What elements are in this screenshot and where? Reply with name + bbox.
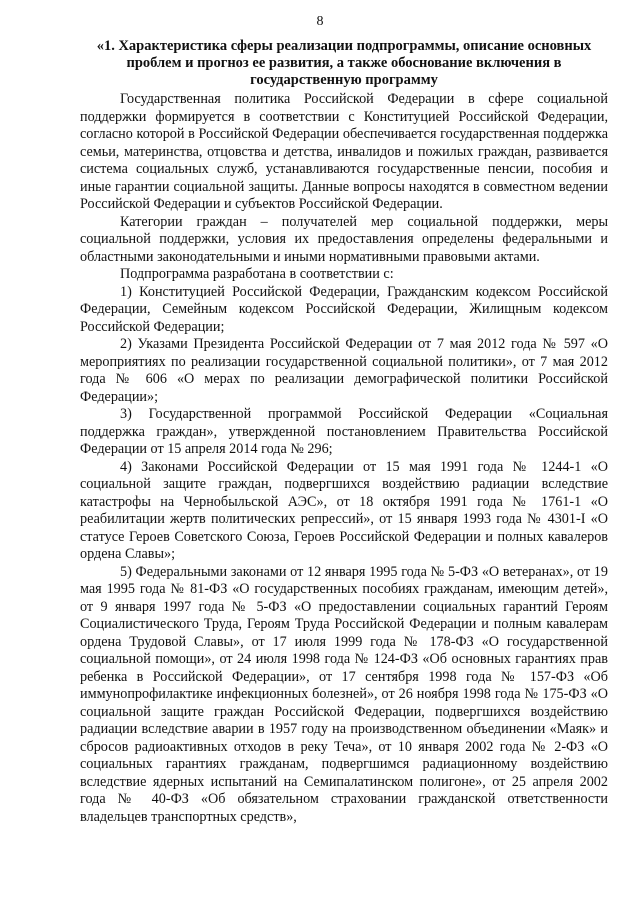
- list-item-presidential-decrees: 2) Указами Президента Российской Федерации от 7 мая 2012 года № 597 «О мероприятиях по реализации государственной социальной политики», от 7 мая 2012 года № 606 «О мерах по реализации демографической политики Российской Федерации»;: [80, 336, 608, 405]
- paragraph-citizen-categories: Категории граждан – получателей мер социальной поддержки, меры социальной поддержки, условия их предоставления определены федеральными и областными законодательными и иными нормативными правовыми актами.: [80, 213, 608, 265]
- list-item-constitution: 1) Конституцией Российской Федерации, Гражданским кодексом Российской Федерации, Семейным кодексом Российской Федерации, Жилищным кодексом Российской Федерации;: [80, 283, 608, 335]
- list-item-state-program: 3) Государственной программой Российской Федерации «Социальная поддержка граждан», утвержденной постановлением Правительства Российской Федерации от 15 апреля 2014 года № 296;: [80, 406, 608, 457]
- paragraph-state-policy: Государственная политика Российской Федерации в сфере социальной поддержки формируется в соответствии с Конституцией Российской Федерации, согласно которой в Российской Федерации обеспечивается государственная поддержка семьи, материнства, отцовства и детства, инвалидов и пожилых граждан, развивается система социальных служб, устанавливаются государственные пенсии, пособия и иные гарантии социальной защиты. Данные вопросы находятся в совместном ведении Российской Федерации и субъектов Российской Федерации.: [80, 91, 608, 212]
- paragraph-developed-according: Подпрограмма разработана в соответствии с:: [120, 266, 394, 282]
- section-heading: «1. Характеристика сферы реализации подпрограммы, описание основных проблем и прогноз ее развития, а также обоснование включения в государственную программу: [96, 38, 592, 88]
- page-number: 8: [316, 14, 324, 29]
- document-body: [80, 38, 608, 826]
- list-item-rf-laws: 4) Законами Российской Федерации от 15 мая 1991 года № 1244-1 «О социальной защите граждан, подвергшихся воздействию радиации вследствие катастрофы на Чернобыльской АЭС», от 18 октября 1991 года № 1761-1 «О реабилитации жертв политических репрессий», от 15 января 1993 года № 4301-I «О статусе Героев Советского Союза, Героев Российской Федерации и полных кавалеров ордена Славы»;: [80, 458, 608, 562]
- list-item-federal-laws: 5) Федеральными законами от 12 января 1995 года № 5-ФЗ «О ветеранах», от 19 мая 1995 года № 81-ФЗ «О государственных пособиях гражданам, имеющим детей», от 9 января 1997 года № 5-ФЗ «О предоставлении социальных гарантий Героям Социалистического Труда, Героям Труда Российской Федерации и полным кавалерам ордена Трудовой Славы», от 17 июля 1999 года № 178-ФЗ «О государственной социальной помощи», от 24 июля 1998 года № 124-ФЗ «Об основных гарантиях прав ребенка в Российской Федерации», от 17 сентября 1998 года № 157-ФЗ «Об иммунопрофилактике инфекционных болезней», от 26 ноября 1998 года № 175-ФЗ «О социальной защите граждан Российской Федерации, подвергшихся воздействию радиации вследствие аварии в 1957 году на производственном объединении «Маяк» и сбросов радиоактивных отходов в реку Теча», от 10 января 2002 года № 2-ФЗ «О социальных гарантиях гражданам, подвергшимся радиационному воздействию вследствие ядерных испытаний на Семипалатинском полигоне», от 25 апреля 2002 года № 40-ФЗ «Об обязательном страховании гражданской ответственности владельцев транспортных средств»,: [80, 563, 608, 825]
